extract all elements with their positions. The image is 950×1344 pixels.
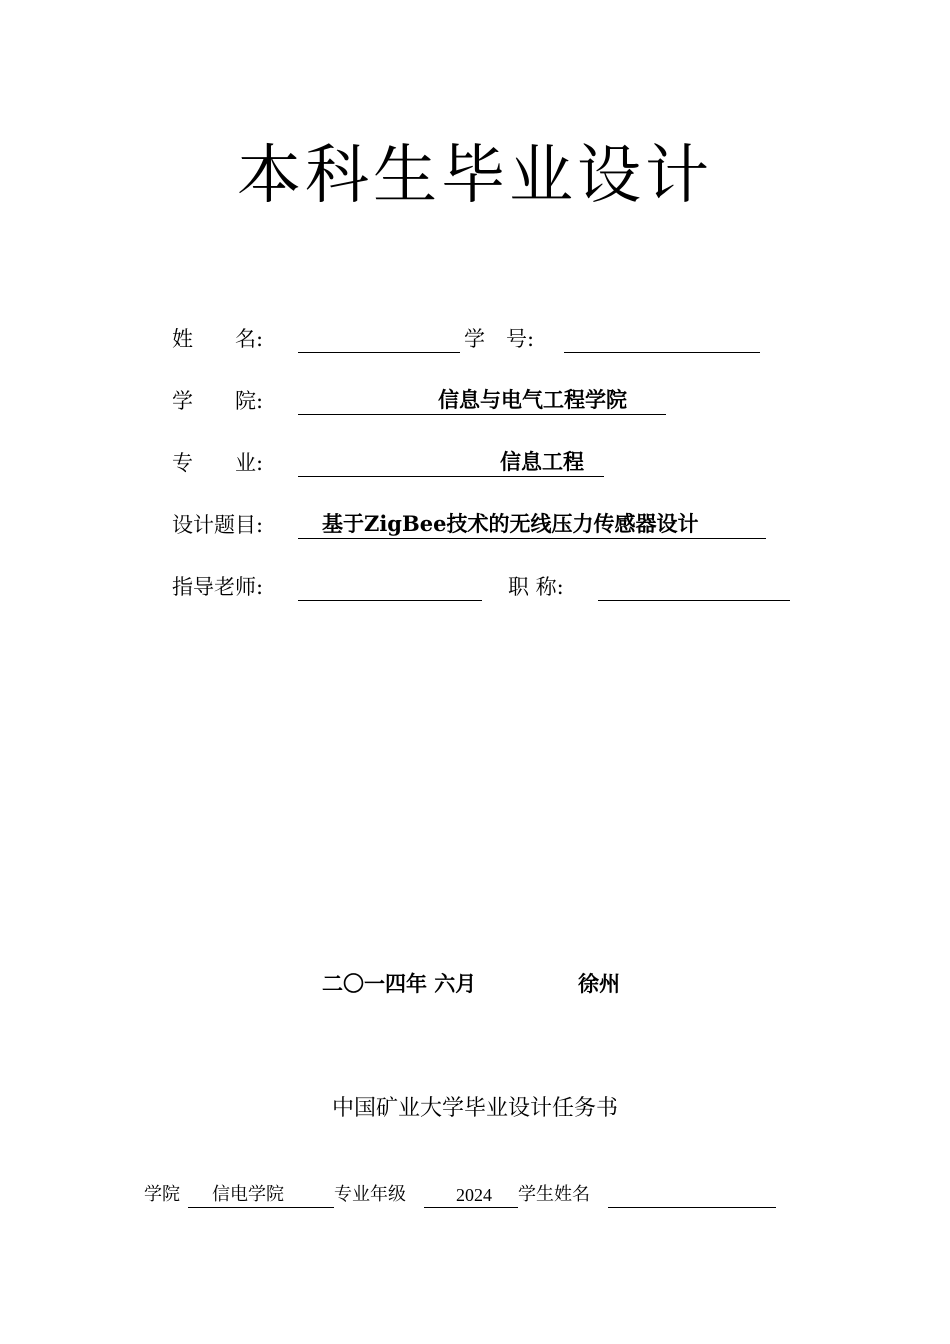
student-id-label: 学 号: bbox=[464, 327, 535, 351]
college-value: 信息与电气工程学院 bbox=[438, 387, 627, 412]
main-title: 本科生毕业设计 bbox=[237, 139, 713, 213]
advisor-row bbox=[172, 572, 812, 602]
name-label: 姓 名: bbox=[172, 327, 264, 351]
task-college-blank bbox=[188, 1181, 334, 1208]
task-grade-blank bbox=[424, 1181, 518, 1208]
name-blank bbox=[298, 324, 460, 353]
task-student-name-label: 学生姓名 bbox=[518, 1184, 590, 1205]
date-place-line bbox=[322, 969, 620, 999]
major-blank bbox=[298, 448, 604, 477]
advisor-label: 指导老师: bbox=[172, 575, 264, 599]
topic-blank bbox=[298, 510, 766, 539]
task-info-row bbox=[144, 1181, 784, 1209]
task-grade-label: 专业年级 bbox=[334, 1184, 406, 1205]
name-row bbox=[172, 324, 772, 354]
place-text: 徐州 bbox=[578, 971, 620, 996]
college-row bbox=[172, 386, 772, 416]
major-value: 信息工程 bbox=[500, 449, 584, 474]
title-rank-label: 职 称: bbox=[508, 575, 564, 599]
task-college-label: 学院 bbox=[144, 1184, 180, 1205]
topic-row bbox=[172, 510, 792, 540]
topic-value: 基于ZigBee技术的无线压力传感器设计 bbox=[322, 511, 699, 536]
advisor-blank bbox=[298, 572, 482, 601]
college-blank bbox=[298, 386, 666, 415]
task-book-heading: 中国矿业大学毕业设计任务书 bbox=[331, 1096, 618, 1121]
task-grade-value: 2024 bbox=[456, 1185, 492, 1205]
college-label: 学 院: bbox=[172, 389, 264, 413]
title-rank-blank bbox=[598, 572, 790, 601]
task-student-name-blank bbox=[608, 1181, 776, 1208]
student-id-blank bbox=[564, 324, 760, 353]
date-text: 二〇一四年 六月 bbox=[322, 971, 477, 996]
major-row bbox=[172, 448, 772, 478]
topic-label: 设计题目: bbox=[172, 513, 264, 537]
major-label: 专 业: bbox=[172, 451, 264, 475]
task-college-value: 信电学院 bbox=[212, 1184, 284, 1205]
